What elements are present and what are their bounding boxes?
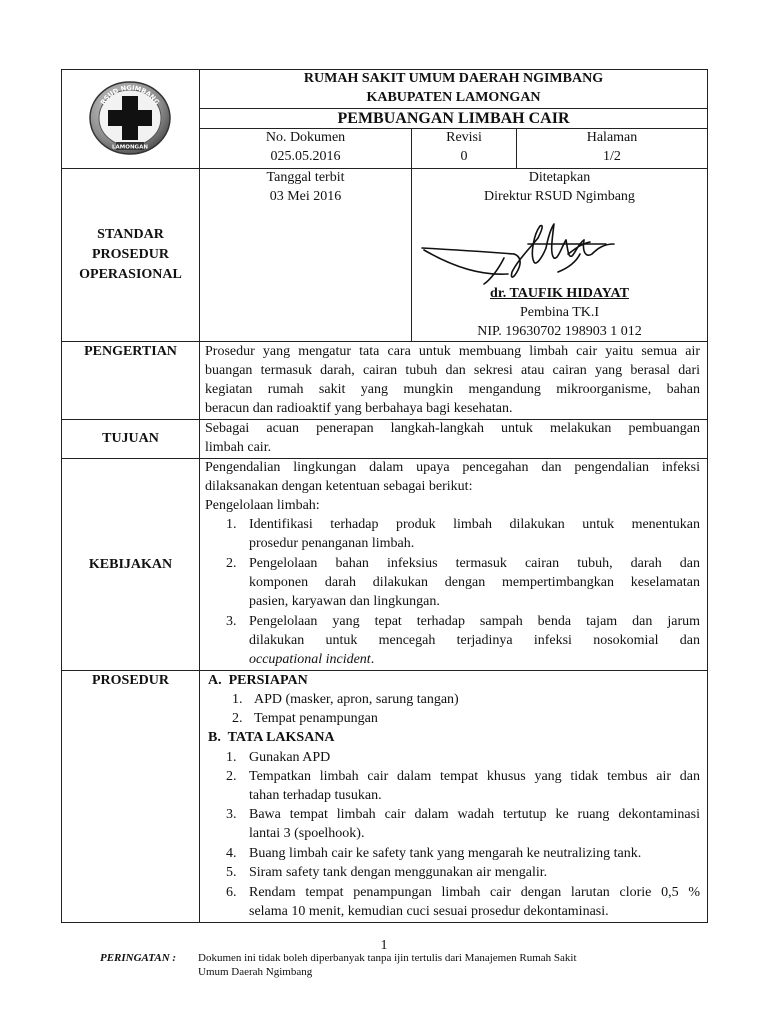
no-dokumen-label: No. Dokumen (265, 130, 346, 145)
revisi-label: Revisi (446, 130, 482, 145)
list-number: 3. (226, 807, 237, 822)
signer-rank: Pembina TK.I (519, 305, 600, 320)
list-item: Siram safety tank dengan menggunakan air mengalir. (249, 865, 548, 880)
tujuan-label: TUJUAN (102, 431, 159, 446)
pengertian-text (205, 342, 700, 418)
ditetapkan-label: Ditetapkan (528, 170, 591, 185)
hospital-name: RUMAH SAKIT UMUM DAERAH NGIMBANG (303, 71, 604, 86)
signer-name: dr. TAUFIK HIDAYAT (490, 286, 629, 301)
list-number: 5. (226, 865, 237, 880)
sop-label-line3: OPERASIONAL (79, 267, 182, 282)
text-line: Pengelolaan limbah: (205, 498, 320, 513)
list-item: Rendam tempat penampungan limbah cair dengan larutan clorie 0,5 % selama 10 menit, kemudian cuci sesuai prosedur dekontaminasi. (249, 885, 700, 919)
text-line: Pengendalian lingkungan dalam upaya pencegahan dan pengendalian infeksi (205, 460, 700, 475)
text-line: kegiatan rumah sakit yang mungkin mengandung mikroorganisme, bahan (205, 382, 700, 397)
text-line: buangan termasuk darah, cairan tubuh dan sekresi atau cairan yang berasal dari (205, 363, 700, 378)
list-number: 1. (232, 692, 243, 707)
list-number: 2. (226, 556, 237, 571)
text-line: limbah cair. (205, 440, 272, 455)
list-item: Bawa tempat limbah cair dalam wadah tertutup ke ruang dekontaminasi lantai 3 (spoelhook). (249, 807, 700, 841)
halaman-value: 1/2 (603, 149, 621, 164)
text-line: dilaksanakan dengan ketentuan sebagai berikut: (205, 479, 473, 494)
list-item: Pengelolaan bahan infeksius termasuk cairan tubuh, darah dan komponen darah dilakukan dengan mempertimbangkan keselamatan pasien, karyawan dan lingkungan. (249, 556, 700, 609)
list-item: Identifikasi terhadap produk limbah dilakukan untuk menentukan prosedur penanganan limbah. (249, 517, 700, 551)
list-number: 6. (226, 885, 237, 900)
list-item: Gunakan APD (249, 750, 331, 765)
tujuan-text (205, 419, 700, 457)
list-item: Pengelolaan yang tepat terhadap sampah benda tajam dan jarum dilakukan untuk mencegah terjadinya infeksi nosokomial dan occupational incident. (249, 614, 700, 667)
text-line: Prosedur yang mengatur tata cara untuk membuang limbah cair yaitu semua air (205, 344, 700, 359)
sop-label-line2: PROSEDUR (91, 247, 169, 262)
regency-name: KABUPATEN LAMONGAN (366, 90, 541, 105)
list-item: Buang limbah cair ke safety tank yang mengarah ke neutralizing tank. (249, 846, 642, 861)
pengertian-label: PENGERTIAN (84, 344, 177, 359)
section-b-heading: B. TATA LAKSANA (208, 730, 335, 745)
list-item: Tempat penampungan (254, 711, 378, 726)
list-item: APD (masker, apron, sarung tangan) (254, 692, 459, 707)
tanggal-terbit-label: Tanggal terbit (266, 170, 345, 185)
warning-text: Dokumen ini tidak boleh diperbanyak tanpa ijin tertulis dari Manajemen Rumah Sakit Umum Daerah Ngimbang (198, 952, 577, 978)
section-a-heading: A. PERSIAPAN (208, 673, 308, 688)
list-number: 2. (226, 769, 237, 784)
list-number: 1. (226, 750, 237, 765)
no-dokumen-value: 025.05.2016 (270, 149, 341, 164)
tanggal-terbit-value: 03 Mei 2016 (269, 189, 342, 204)
ditetapkan-by: Direktur RSUD Ngimbang (484, 189, 635, 204)
list-number: 4. (226, 846, 237, 861)
halaman-label: Halaman (586, 130, 638, 145)
kebijakan-intro (205, 458, 700, 515)
kebijakan-label: KEBIJAKAN (88, 557, 173, 572)
revisi-value: 0 (460, 149, 468, 164)
sop-label-line1: STANDAR (97, 227, 164, 242)
list-item: Tempatkan limbah cair dalam tempat khusus yang tidak tembus air dan tahan terhadap tusukan. (249, 769, 700, 803)
list-number: 1. (226, 517, 237, 532)
logo-bottom-text: LAMONGAN (112, 144, 148, 151)
text-line: beracun dan radioaktif yang berbahaya bagi kesehatan. (205, 401, 513, 416)
text-line: Sebagai acuan penerapan langkah-langkah untuk melakukan pembuangan (205, 421, 700, 436)
document-title: PEMBUANGAN LIMBAH CAIR (337, 110, 570, 127)
director-signature (418, 214, 648, 290)
hospital-logo (88, 80, 172, 156)
list-number: 3. (226, 614, 237, 629)
warning-label: PERINGATAN : (100, 952, 177, 964)
list-number: 2. (232, 711, 243, 726)
signer-nip: NIP. 19630702 198903 1 012 (477, 324, 642, 339)
page-number: 1 (380, 938, 388, 953)
logo-top-text: RSUD NGIMBANG (98, 83, 162, 107)
prosedur-label: PROSEDUR (91, 673, 169, 688)
